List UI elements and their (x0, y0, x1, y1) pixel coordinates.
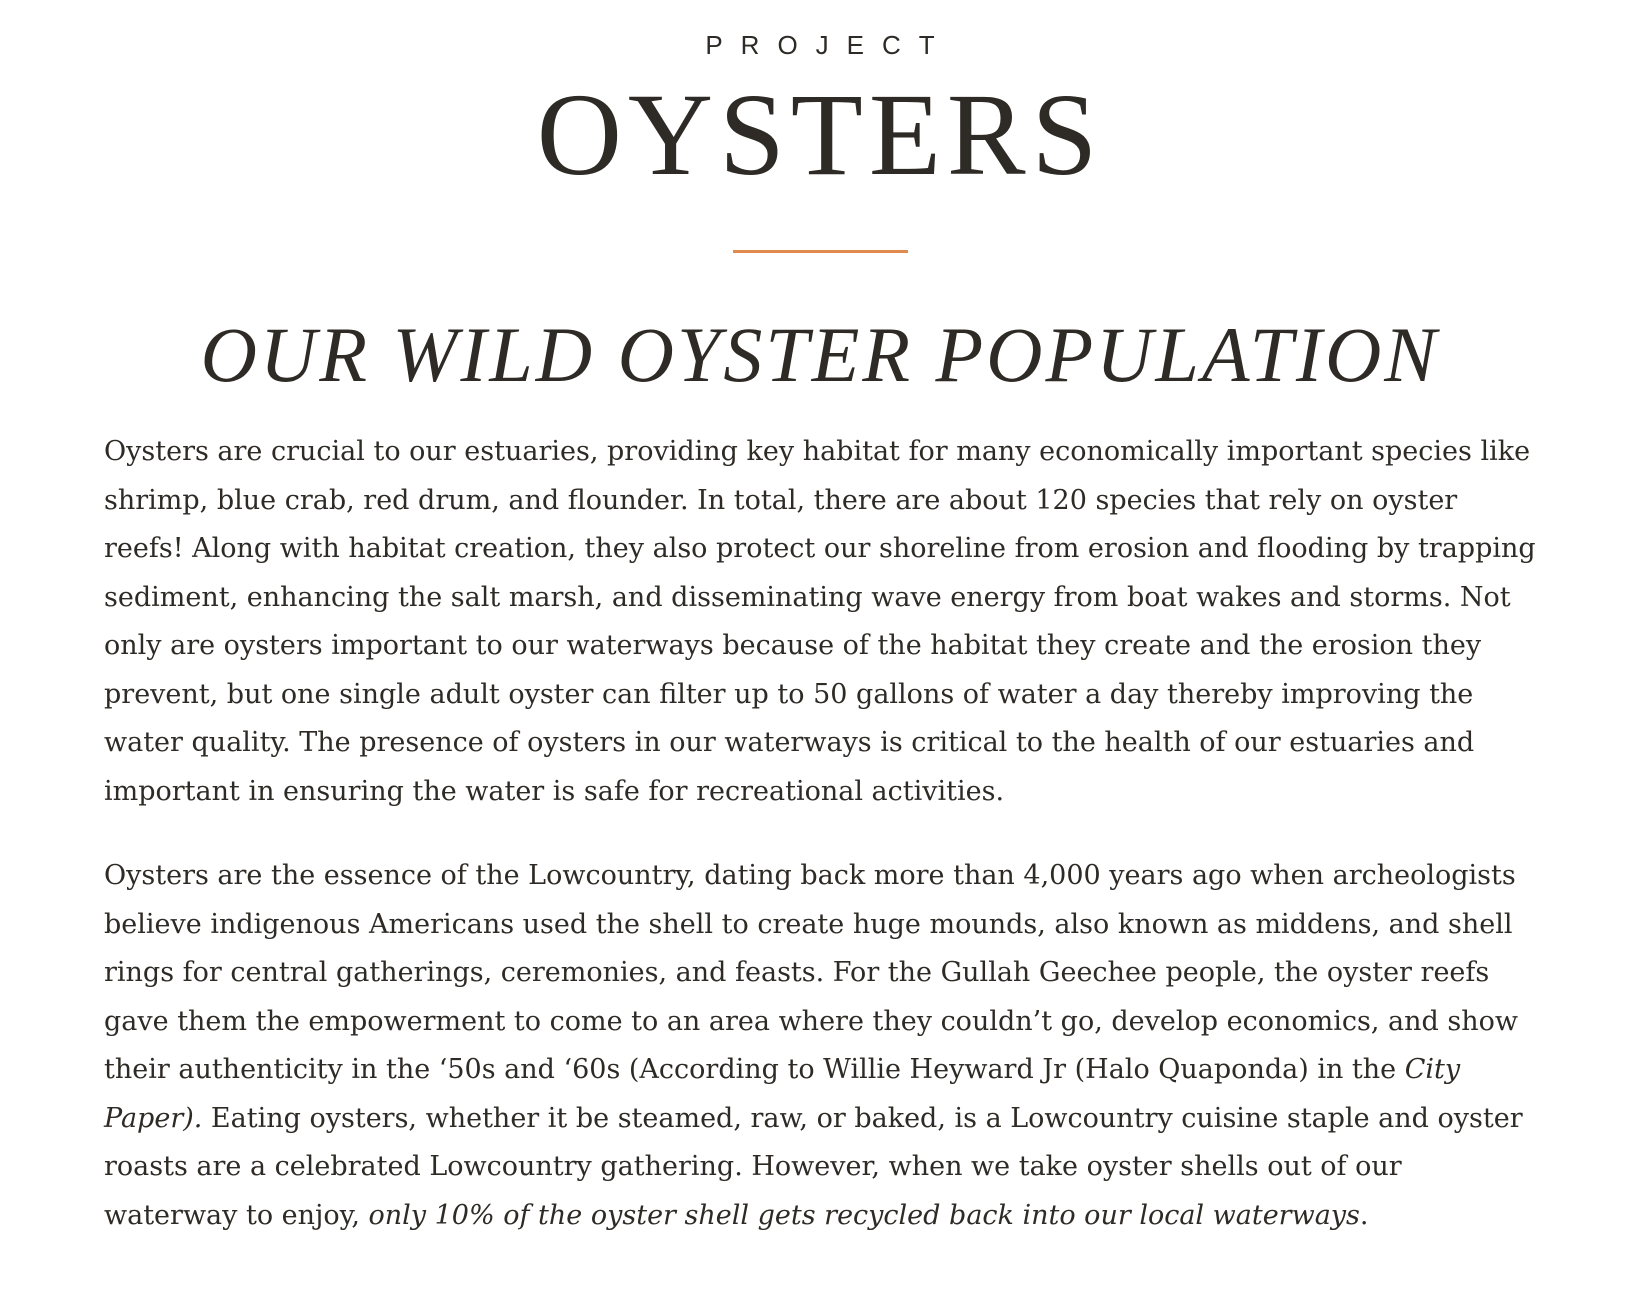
publication-name: City Paper). (104, 1054, 1461, 1134)
recycling-emphasis: only 10% of the oyster shell gets recycled back into our local waterways (368, 1199, 1360, 1231)
accent-divider (733, 250, 908, 253)
paragraph-history-end: . (1359, 1199, 1369, 1231)
paragraph-habitat: Oysters are crucial to our estuaries, providing key habitat for many economically important species like shrimp, blue crab, red drum, and flounder. In total, there are about 120 species that rely on oyster reefs! Along with habitat creation, they also protect our shoreline from erosion and flooding by trapping sediment, enhancing the salt marsh, and disseminating wave energy from boat wakes and storms. Not only are oysters important to our waterways because of the habitat they create and the erosion they prevent, but one single adult oyster can filter up to 50 gallons of water a day thereby improving the water quality. The presence of oysters in our waterways is critical to the health of our estuaries and important in ensuring the water is safe for recreational activities. (104, 436, 1536, 807)
section-heading: OUR WILD OYSTER POPULATION (200, 311, 1440, 398)
eyebrow-label: PROJECT (705, 30, 953, 60)
paragraph-history-text-continued: Eating oysters, whether it be steamed, raw, or baked, is a Lowcountry cuisine staple and oyster roasts are a celebrated Lowcountry gathering. However, when we take oyster shells out of our waterway to enjoy, (104, 1102, 1523, 1231)
paragraph-history-text: Oysters are the essence of the Lowcountry, dating back more than 4,000 years ago when archeologists believe indigenous Americans used the shell to create huge mounds, also known as middens, and shell rings for central gatherings, ceremonies, and feasts. For the Gullah Geechee people, the oyster reefs gave them the empowerment to come to an area where they couldn’t go, develop economics, and show their authenticity in the ‘50s and ‘60s (According to Willie Heyward Jr (Halo Quaponda) in the (104, 860, 1518, 1085)
paragraph-history (104, 852, 1540, 1240)
brand-title: OYSTERS (536, 69, 1104, 200)
